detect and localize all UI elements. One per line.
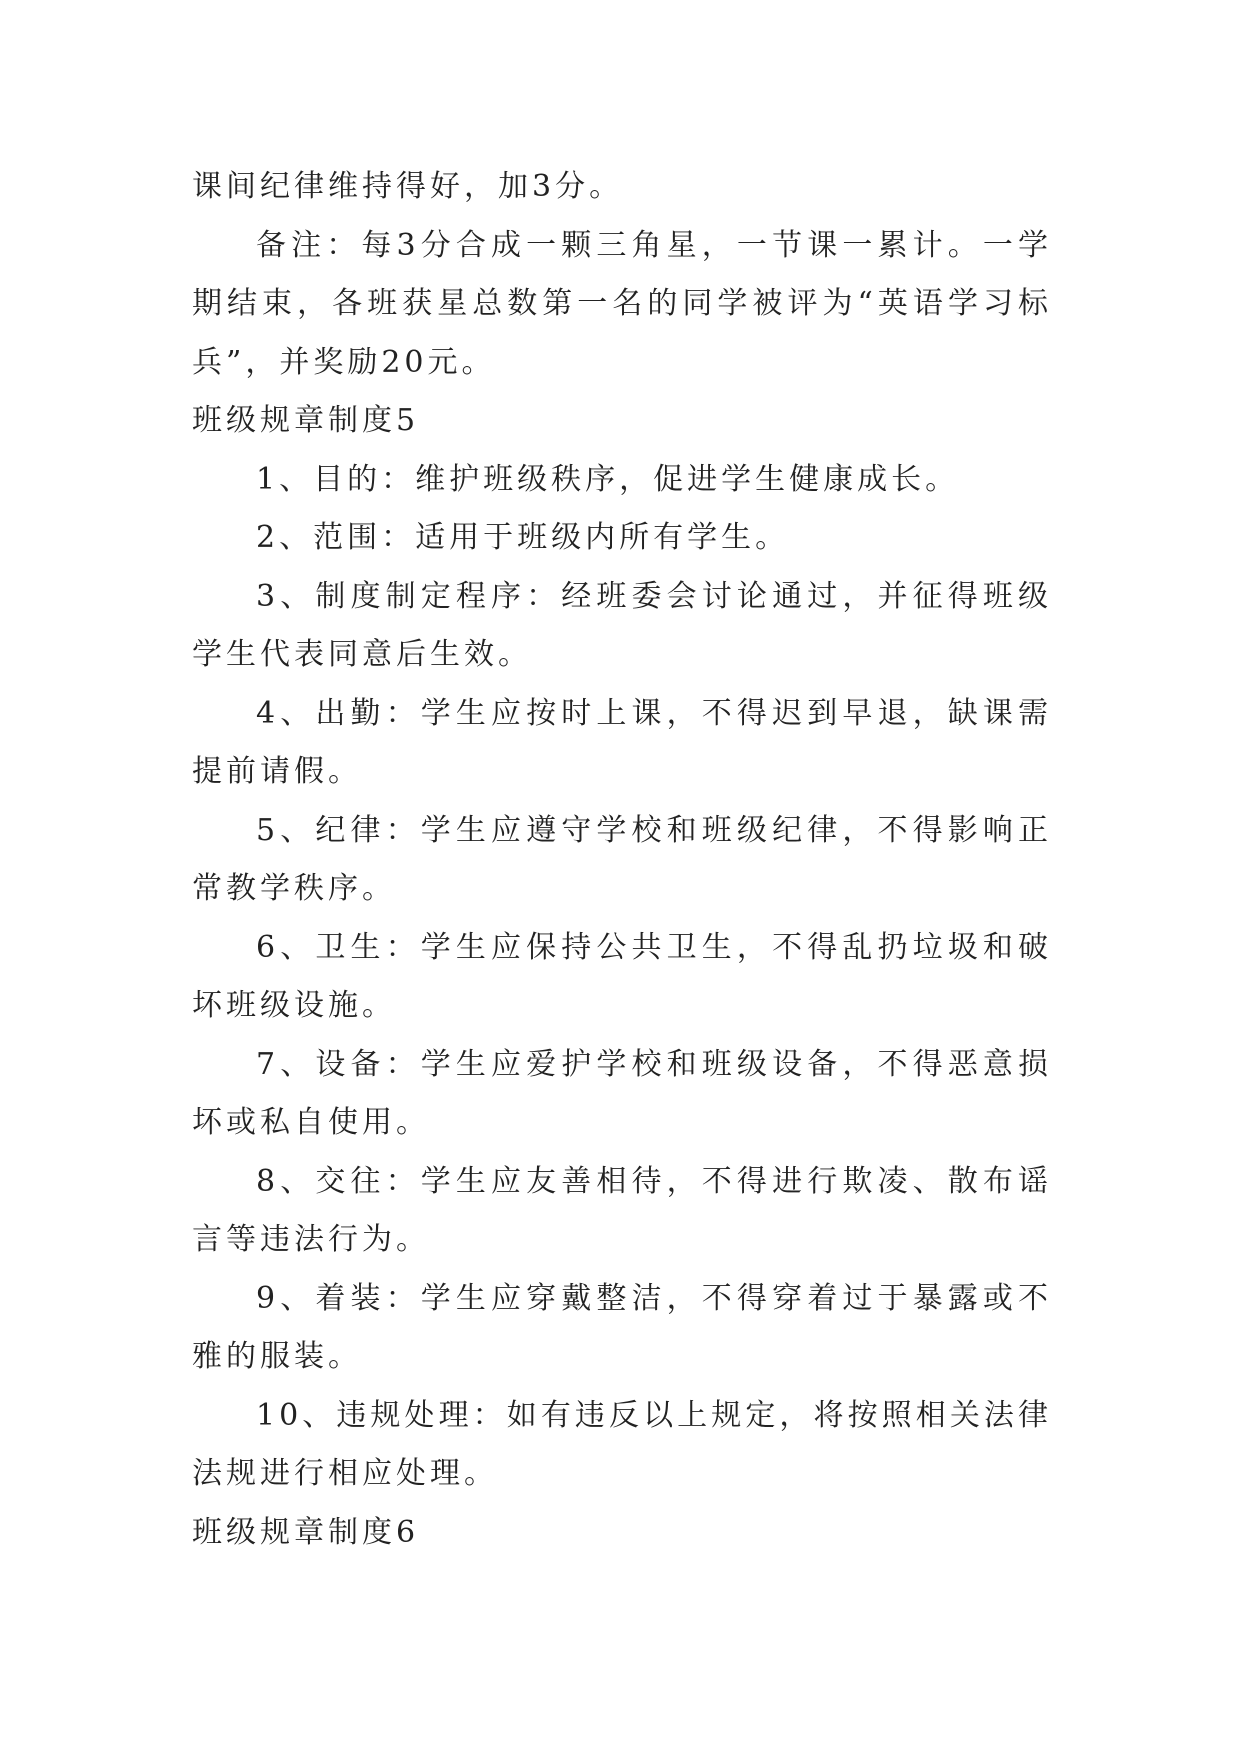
paragraph-remark: 备注：每3分合成一颗三角星，一节课一累计。一学期结束，各班获星总数第一名的同学被评为“英语学习标兵”，并奖励20元。 xyxy=(192,227,1052,380)
rule-item-9: 9、着装：学生应穿戴整洁，不得穿着过于暴露或不雅的服装。 xyxy=(192,1280,1052,1374)
document-body xyxy=(192,158,1052,1562)
rule-item-6: 6、卫生：学生应保持公共卫生，不得乱扔垃圾和破坏班级设施。 xyxy=(192,929,1052,1023)
section-heading-5: 班级规章制度5 xyxy=(192,403,420,438)
rule-item-7: 7、设备：学生应爱护学校和班级设备，不得恶意损坏或私自使用。 xyxy=(192,1046,1052,1140)
rule-item-10: 10、违规处理：如有违反以上规定，将按照相关法律法规进行相应处理。 xyxy=(192,1397,1052,1491)
section-heading-6: 班级规章制度6 xyxy=(192,1514,420,1550)
rule-item-8: 8、交往：学生应友善相待，不得进行欺凌、散布谣言等违法行为。 xyxy=(192,1163,1052,1257)
rule-item-1: 1、目的：维护班级秩序，促进学生健康成长。 xyxy=(256,461,960,497)
paragraph-discipline-bonus: 课间纪律维持得好，加3分。 xyxy=(192,169,624,204)
rule-item-2: 2、范围：适用于班级内所有学生。 xyxy=(256,520,790,555)
rule-item-5: 5、纪律：学生应遵守学校和班级纪律，不得影响正常教学秩序。 xyxy=(192,812,1052,906)
rule-item-4: 4、出勤：学生应按时上课，不得迟到早退，缺课需提前请假。 xyxy=(192,695,1052,789)
rule-item-3: 3、制度制定程序：经班委会讨论通过，并征得班级学生代表同意后生效。 xyxy=(192,578,1052,672)
